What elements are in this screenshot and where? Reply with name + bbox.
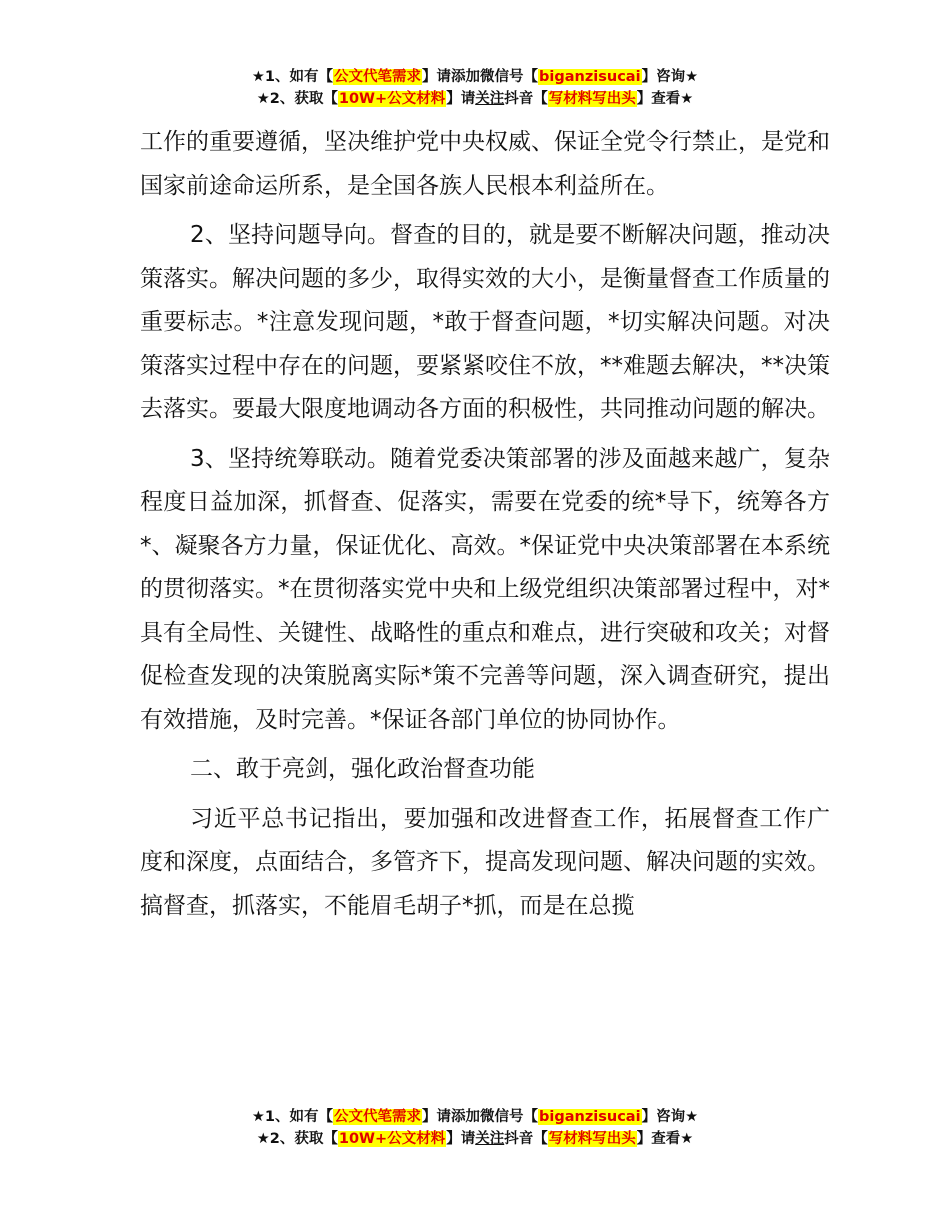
paragraph-problem-orientation: 2、坚持问题导向。督查的目的，就是要不断解决问题，推动决策落实。解决问题的多少，取得实效的大小，是衡量督查工作质量的重要标志。*注意发现问题，*敢于督查问题，*切实解决问题。对决策落实过程中存在的问题，要紧紧咬住不放，**难题去解决，**决策去落实。要最大限度地调动各方面的积极性，共同推动问题的解决。 bbox=[140, 222, 830, 422]
highlight-wechat-id: biganzisucai bbox=[539, 69, 641, 85]
footer-banner bbox=[0, 1106, 950, 1150]
footer-line-2: ★2、获取【10W+公文材料】请关注抖音【写材料写出头】查看★ bbox=[256, 1131, 694, 1147]
document-body bbox=[140, 121, 830, 930]
paragraph-quote: 习近平总书记指出，要加强和改进督查工作，拓展督查工作广度和深度，点面结合，多管齐下，提高发现问题、解决问题的实效。搞督查，抓落实，不能眉毛胡子*抓，而是在总揽 bbox=[140, 805, 830, 919]
highlight-douyin: 写材料写出头 bbox=[548, 91, 636, 107]
paragraph-continuation: 工作的重要遵循，坚决维护党中央权威、保证全党令行禁止，是党和国家前途命运所系，是全国各族人民根本利益所在。 bbox=[140, 129, 830, 199]
highlight-wechat-id: biganzisucai bbox=[539, 1109, 641, 1125]
follow-text: 关注 bbox=[475, 91, 505, 107]
highlight-douyin: 写材料写出头 bbox=[548, 1131, 636, 1147]
highlight-materials: 10W+公文材料 bbox=[338, 91, 446, 107]
follow-text: 关注 bbox=[475, 1131, 505, 1147]
highlight-materials: 10W+公文材料 bbox=[338, 1131, 446, 1147]
header-line-2: ★2、获取【10W+公文材料】请关注抖音【写材料写出头】查看★ bbox=[256, 91, 694, 107]
header-banner bbox=[0, 66, 950, 110]
section-heading: 二、敢于亮剑，强化政治督查功能 bbox=[190, 756, 535, 782]
footer-line-1: ★1、如有【公文代笔需求】请添加微信号【biganzisucai】咨询★ bbox=[251, 1109, 699, 1125]
highlight-service: 公文代笔需求 bbox=[334, 69, 422, 85]
header-line-1: ★1、如有【公文代笔需求】请添加微信号【biganzisucai】咨询★ bbox=[251, 69, 699, 85]
highlight-service: 公文代笔需求 bbox=[334, 1109, 422, 1125]
paragraph-coordination: 3、坚持统筹联动。随着党委决策部署的涉及面越来越广，复杂程度日益加深，抓督查、促落实，需要在党委的统*导下，统筹各方*、凝聚各方力量，保证优化、高效。*保证党中央决策部署在本系统的贯彻落实。*在贯彻落实党中央和上级党组织决策部署过程中，对*具有全局性、关键性、战略性的重点和难点，进行突破和攻关；对督促检查发现的决策脱离实际*策不完善等问题，深入调查研究，提出有效措施，及时完善。*保证各部门单位的协同协作。 bbox=[140, 445, 830, 733]
